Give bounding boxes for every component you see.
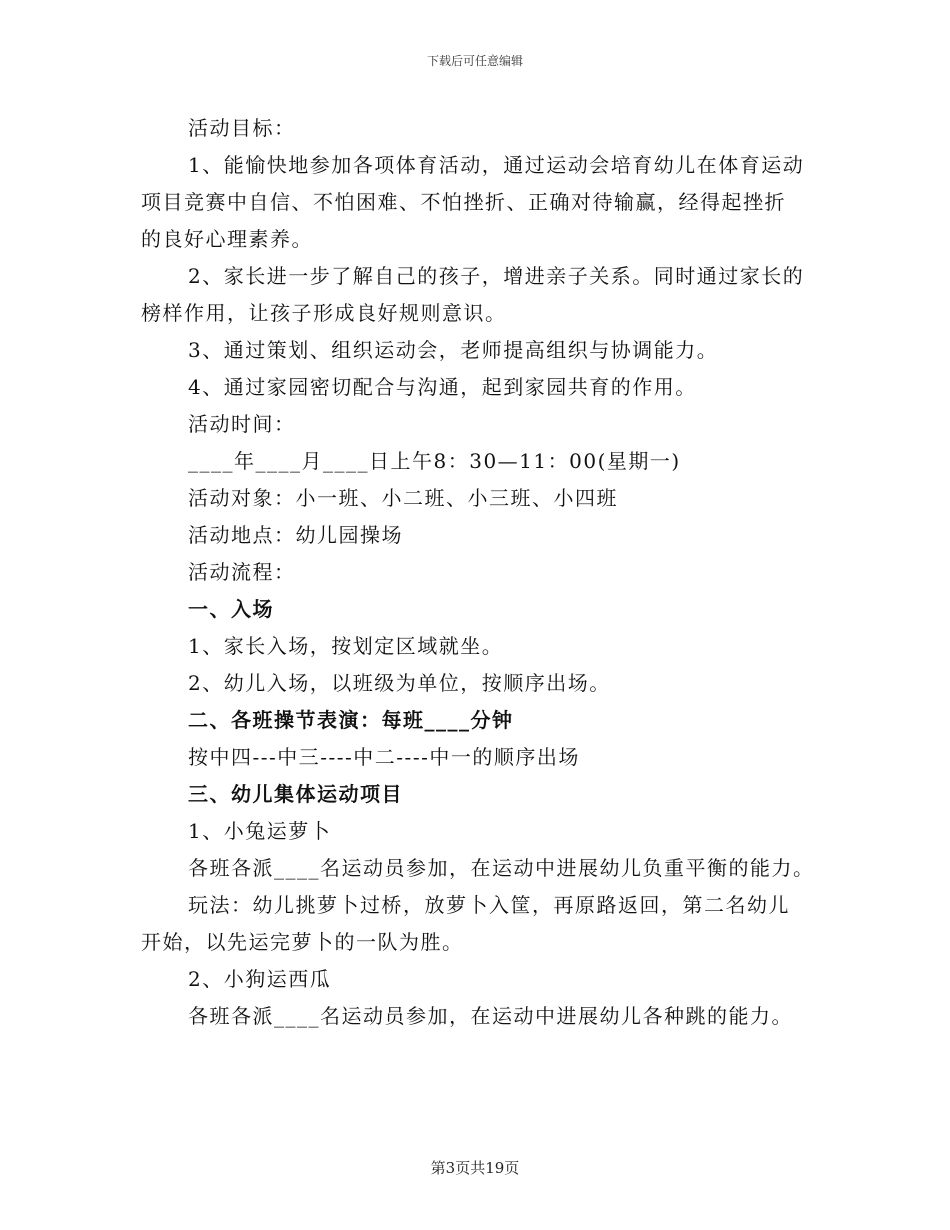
paragraph-line: 榜样作用，让孩子形成良好规则意识。 [141, 301, 507, 325]
paragraph-line: 4、通过家园密切配合与沟通，起到家园共育的作用。 [188, 375, 697, 399]
paragraph-line: 活动对象：小一班、小二班、小三班、小四班 [188, 486, 618, 510]
paragraph-line: 3、通过策划、组织运动会，老师提高组织与协调能力。 [188, 338, 719, 362]
section-heading: 一、入场 [188, 597, 274, 621]
paragraph-line: 活动流程： [188, 560, 296, 584]
paragraph-line: 1、小兔运萝卜 [188, 819, 332, 843]
paragraph-line: 活动目标： [188, 116, 296, 140]
paragraph-line: 活动地点：幼儿园操场 [188, 523, 403, 547]
paragraph-line: 各班各派____名运动员参加，在运动中进展幼儿负重平衡的能力。 [188, 856, 815, 880]
document-body [141, 110, 821, 1035]
paragraph-line: 项目竞赛中自信、不怕困难、不怕挫折、正确对待输赢，经得起挫折 [141, 190, 786, 214]
paragraph-line: 2、小狗运西瓜 [188, 967, 332, 991]
paragraph-line: 开始，以先运完萝卜的一队为胜。 [141, 930, 464, 954]
paragraph-line: 2、幼儿入场，以班级为单位，按顺序出场。 [188, 671, 611, 695]
paragraph-line: 的良好心理素养。 [141, 227, 313, 251]
paragraph-line: ____年____月____日上午8：30—11：00(星期一) [188, 449, 681, 473]
paragraph-line: 活动时间： [188, 412, 296, 436]
paragraph-line: 玩法：幼儿挑萝卜过桥，放萝卜入筐，再原路返回，第二名幼儿 [188, 893, 790, 917]
page-number: 第3页共19页 [430, 1159, 520, 1177]
paragraph-line: 各班各派____名运动员参加，在运动中进展幼儿各种跳的能力。 [188, 1004, 793, 1028]
paragraph-line: 按中四---中三----中二----中一的顺序出场 [188, 745, 580, 769]
paragraph-line: 1、家长入场，按划定区域就坐。 [188, 634, 504, 658]
section-heading: 二、各班操节表演：每班____分钟 [188, 708, 514, 732]
page-header: 下载后可任意编辑 [426, 54, 523, 68]
paragraph-line: 2、家长进一步了解自己的孩子，增进亲子关系。同时通过家长的 [188, 264, 805, 288]
paragraph-line: 1、能愉快地参加各项体育活动，通过运动会培育幼儿在体育运动 [188, 153, 805, 177]
section-heading: 三、幼儿集体运动项目 [188, 782, 403, 806]
